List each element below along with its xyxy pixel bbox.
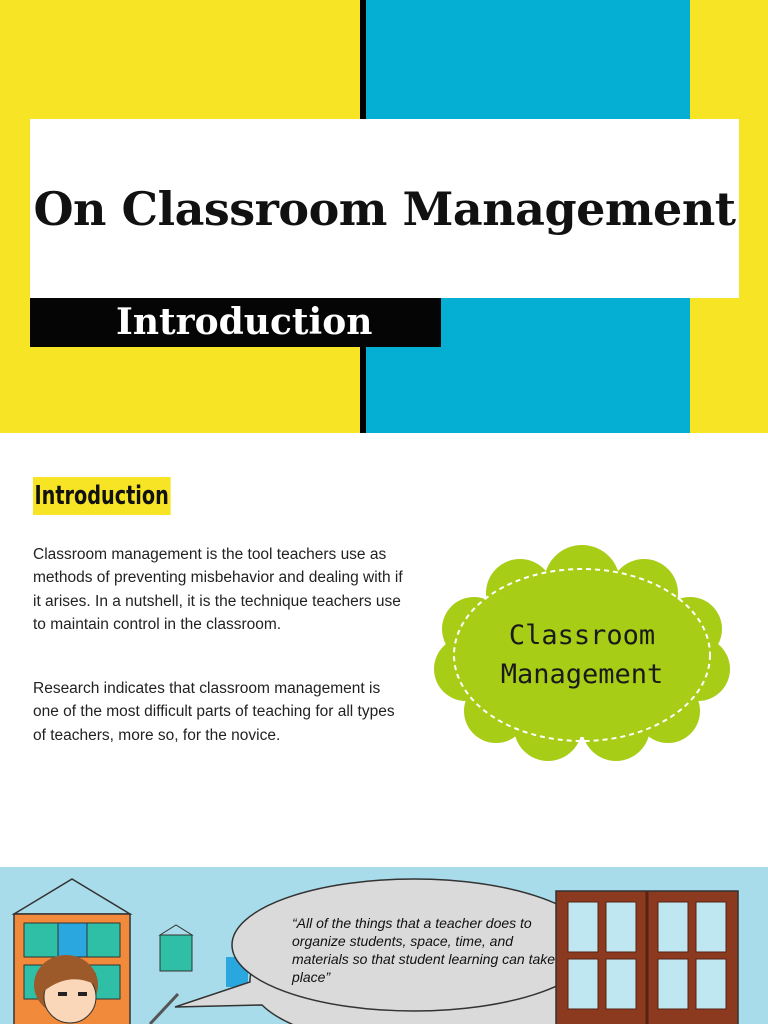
- intro-paragraph: Classroom management is the tool teachers use as methods of preventing misbehavior and dealing with if it arises. In a nutshell, it is the technique teachers use to maintain control in the classroom.: [33, 546, 403, 633]
- title-slide: [0, 0, 768, 433]
- speech-bubble-quote: “All of the things that a teacher does to organize students, space, time, and materials so that student learning can take place”: [292, 915, 556, 985]
- intro-slide: [0, 433, 768, 867]
- intro-heading: Introduction: [33, 477, 170, 515]
- title-box: [30, 119, 739, 298]
- classroom-management-badge: [430, 543, 734, 763]
- subtitle-bar: [30, 298, 441, 347]
- slide-subtitle: Introduction: [116, 301, 373, 343]
- scene-slide: [0, 867, 768, 1024]
- slide-title: On Classroom Management: [33, 181, 736, 236]
- intro-paragraph: Research indicates that classroom management is one of the most difficult parts of teaching for all types of teachers, more so, for the novice.: [33, 680, 395, 744]
- badge-line-2: Management: [500, 659, 664, 690]
- badge-line-1: Classroom: [508, 620, 656, 651]
